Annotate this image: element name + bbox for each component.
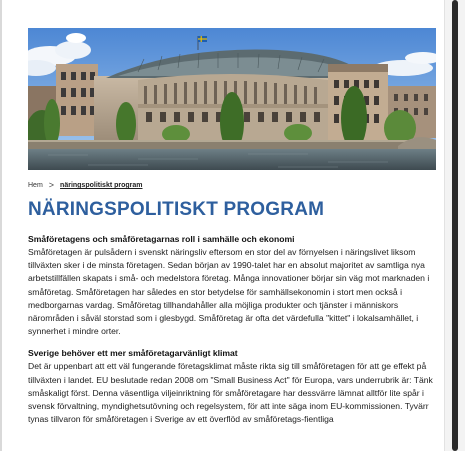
section-heading: Sverige behöver ett mer småföretagarvänligt klimat: [28, 348, 238, 359]
parliament-building-photo: [28, 28, 436, 170]
section-text: Det är uppenbart att ett väl fungerande företagsklimat måste rikta sig till småföretagen för att ge effekt på tillväxten i landet. EU beslutade redan 2008 om "Small Business Act" för Europa, vars underrubrik är: Tänk småskaligt först. Denna väsentliga viljeinriktning för småföretagare har dessvärre lämnat alltför lite spår i svensk förvaltning, myndighetsutövning och regelsystem, för att inte säga inom EU-kommissionen. Tyvärr tynas tillvaron för småföretagen i Sverige av ett överflöd av småföretags-fientliga: [28, 361, 433, 425]
breadcrumb-separator: >: [48, 180, 55, 190]
breadcrumb: [28, 182, 436, 189]
section-text: Småföretagen är pulsådern i svenskt näringsliv eftersom en stor del av förnyelsen i näringslivet liksom tillväxten sker i de minsta företagen. Sedan början av 1990-talet har en absolut majoritet av samtliga nya arbetstillfällen skapats i små- och medelstora företag. Många innovationer börjar sin väg mot marknaden i småföretag. Småföretagen har således en stor betydelse för samhällsekonomin i stort men också i medborgarnas vardag. Småföretag tillhandahåller alla möjliga produkter och tjänster i människors närområden i såväl storstad som i glesbygd. Småföretag är ofta det värdefulla "kittet" i lokalsamhället, i synnerhet i mindre orter.: [28, 247, 430, 337]
main-content: [28, 0, 436, 426]
hero-image: [28, 28, 436, 170]
breadcrumb-current-link[interactable]: näringspolitiskt program: [60, 182, 143, 189]
scrollbar-track[interactable]: [444, 0, 465, 451]
breadcrumb-home-link[interactable]: Hem: [28, 182, 43, 189]
scrollbar-thumb[interactable]: [452, 0, 458, 451]
section-business-climate: [28, 347, 436, 426]
page-title: NÄRINGSPOLITISKT PROGRAM: [28, 199, 325, 220]
section-heading: Småföretagens och småföretagarnas roll i samhälle och ekonomi: [28, 234, 295, 244]
section-small-business-role: [28, 233, 436, 338]
